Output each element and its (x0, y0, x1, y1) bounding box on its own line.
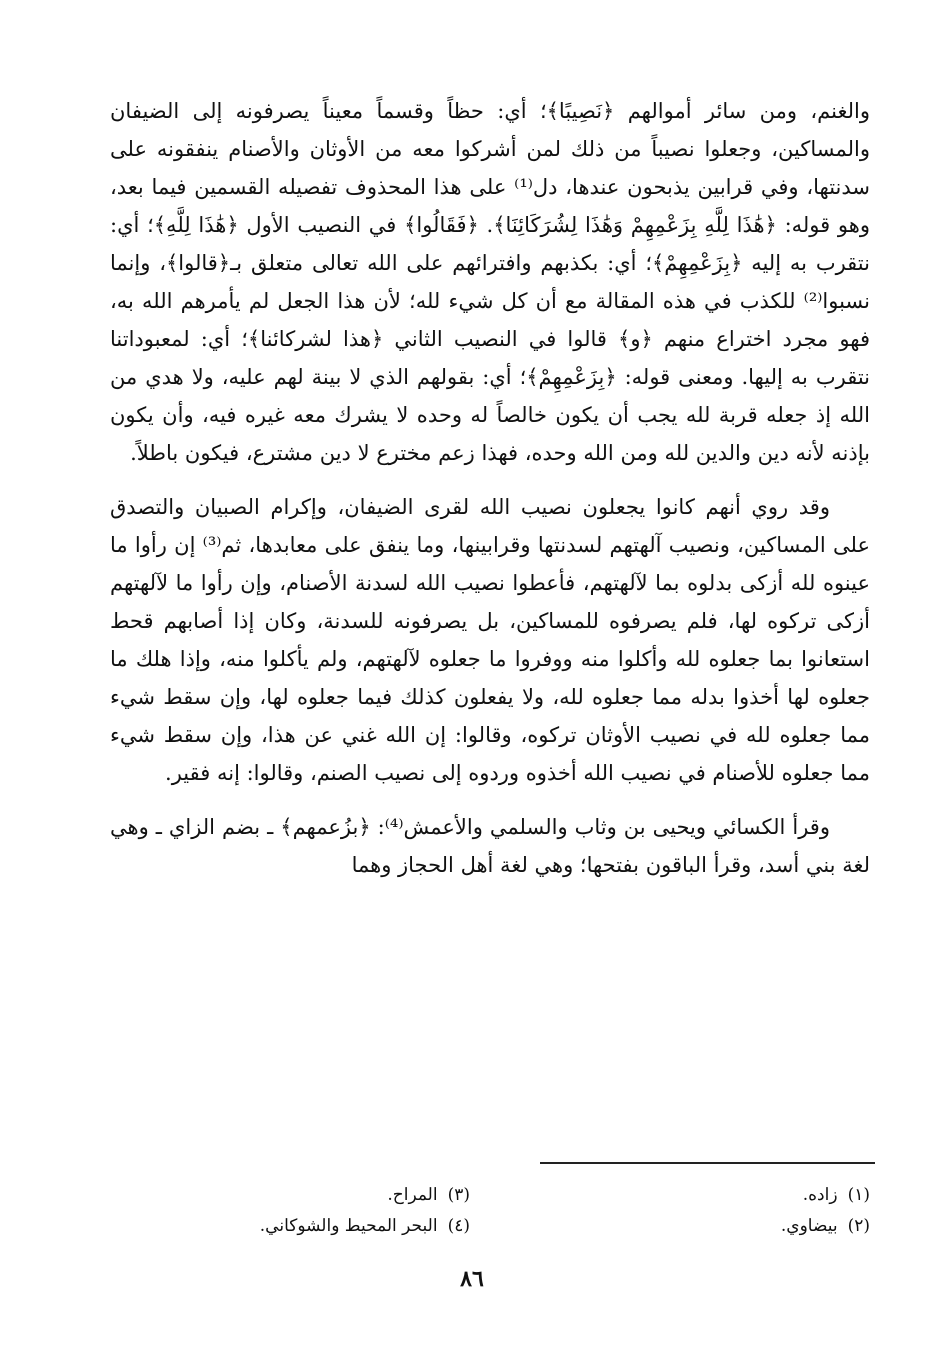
footnote-column-left (170, 1180, 470, 1242)
paragraph-2: وقد روي أنهم كانوا يجعلون نصيب الله لقرى الضيفان، وإكرام الصبيان والتصدق على المساكين، ونصيب آلهتهم لسدنتها وقرابينها، وما ينفق على معابدها، ثم⁽³⁾ إن رأوا ما عينوه لله أزكى بدلوه بما لآلهتهم، فأعطوا نصيب الله لسدنة الأصنام، وإن رأوا ما لآلهتهم أزكى تركوه لها، فلم يصرفوه للمساكين، بل يصرفونه للسدنة، وكان إذا أصابهم قحط استعانوا بما جعلوه لله وأكلوا منه ووفروا ما جعلوه لآلهتهم، ولم يأكلوا منه، وإذا هلك ما جعلوه لها أخذوا بدله مما جعلوه لله، ولا يفعلون كذلك فيما جعلوه لها، وإن سقط شيء مما جعلوه لله في نصيب الأوثان تركوه، وقالوا: إن الله غني عن هذا، وإن سقط شيء مما جعلوه للأصنام في نصيب الله أخذوه وردوه إلى نصيب الصنم، وقالوا: إنه فقير. (110, 495, 870, 785)
footnote-text: المراح. (387, 1185, 438, 1205)
footnote-number: (٤) (447, 1216, 470, 1236)
footnote-number: (١) (847, 1185, 870, 1205)
footnote-column-right (570, 1180, 870, 1242)
footnote-text: البحر المحيط والشوكاني. (259, 1216, 438, 1236)
paragraph-1: والغنم، ومن سائر أموالهم ﴿نَصِيبًا﴾؛ أي: حظاً وقسماً معيناً يصرفونه إلى الضيفان والمساكين، وجعلوا نصيباً من ذلك لمن أشركوا معه من الأوثان والأصنام ينفقونه على سدنتها، وفي قرابين يذبحون عندها، دل⁽¹⁾ على هذا المحذوف تفصيله القسمين فيما بعد، وهو قوله: ﴿هَٰذَا لِلَّهِ بِزَعْمِهِمْ وَهَٰذَا لِشُرَكَائِنَا﴾. ﴿فَقَالُوا﴾ في النصيب الأول ﴿هَٰذَا لِلَّهِ﴾؛ أي: نتقرب به إليه ﴿بِزَعْمِهِمْ﴾؛ أي: بكذبهم وافترائهم على الله تعالى متعلق بـ﴿قالوا﴾، وإنما نسبوا⁽²⁾ للكذب في هذه المقالة مع أن كل شيء لله؛ لأن هذا الجعل لم يأمرهم الله به، فهو مجرد اختراع منهم ﴿و﴾ قالوا في النصيب الثاني ﴿هذا لشركائنا﴾؛ أي: لمعبوداتنا نتقرب به إليها. ومعنى قوله: ﴿بِزَعْمِهِمْ﴾؛ أي: بقولهم الذي لا بينة لهم عليه، ولا هدي من الله إذ جعله قربة لله يجب أن يكون خالصاً له وحده لا يشرك معه غيره فيه، وأن يكون بإذنه لأنه دين والدين لله ومن الله وحده، فهذا زعم مخترع لا دين مشترع، فيكون باطلاً. (110, 99, 870, 465)
footnote-number: (٣) (447, 1185, 470, 1205)
footnote-item (570, 1211, 870, 1242)
footnote-separator (540, 1162, 875, 1164)
footnote-number: (٢) (847, 1216, 870, 1236)
footnote-item (570, 1180, 870, 1211)
paragraph-3: وقرأ الكسائي ويحيى بن وثاب والسلمي والأعمش⁽⁴⁾: ﴿بزُعمهم﴾ ـ بضم الزاي ـ وهي لغة بني أسد، وقرأ الباقون بفتحها؛ وهي لغة أهل الحجاز وهما (110, 815, 870, 877)
footnote-text: زاده. (802, 1185, 838, 1205)
footnote-text: بيضاوي. (780, 1216, 838, 1236)
footnote-item (170, 1211, 470, 1242)
footnote-item (170, 1180, 470, 1211)
main-text (110, 92, 870, 884)
page-number: ٨٦ (460, 1266, 484, 1292)
